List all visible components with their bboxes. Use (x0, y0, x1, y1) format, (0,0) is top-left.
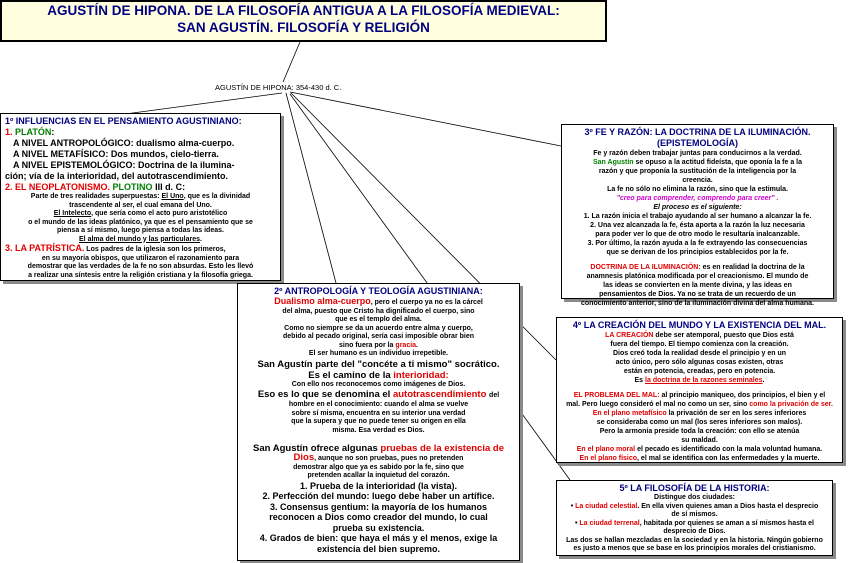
creation-heading: 4º LA CREACIÓN DEL MUNDO Y LA EXISTENCIA DEL MAL. (572, 320, 827, 330)
dualism-text: Dualismo alma-cuerpo, pero el cuerpo ya no es la cárcel del alma, puesto que Cristo ha dignificado el cuerpo, sino que es el templo del alma. Como no siempre se da un acuerdo entre alma y cuerpo, debido al pecado original, sería casi imposible obrar bien sino fuera por la gracia. El ser humano es un individuo irrepetible. (274, 296, 483, 357)
creation-text: LA CREACIÓN debe ser atemporal, puesto que Dios está fuera del tiempo. El tiempo comienza con la creación. Dios creó toda la realidad desde el principio y en un acto único, pero sólo algunas cosas existen, otras están en potencia, creadas, pero en potencia. Es la doctrina de la razones seminales. (605, 332, 794, 384)
self-transcendence-text: hombre en el conocimiento: cuando el alma se vuelve sobre sí misma, encuentra en su interior una verdad que la supera y que no puede tener su origen en ella misma. Esa verdad es Dios. (288, 401, 469, 434)
proof-2: 2. Perfección del mundo: luego debe haber un artífice. (262, 491, 495, 501)
evil-text: EL PROBLEMA DEL MAL: al principio maniqueo, dos principios, el bien y el mal. Pero luego consideró el mal no como un ser, sino como la privación de ser. En el plano metafísico la privación de ser en los seres inferiores se consideraba como un mal (los seres inferiores son malos). Pero la armonía preside toda la creación: con ello se atenúa su maldad. En el plano moral el pecado es identificado con la mala voluntad humana. En el plano físico, el mal se identifica con las enfermedades y la muerte. (566, 392, 833, 462)
creo-quote: "creo para comprender, comprendo para creer" . (616, 195, 779, 202)
socratic-text: San Agustín parte del "concéte a ti mismo" socrático. Es el camino de la interioridad: (257, 358, 500, 381)
title-box (0, 0, 607, 42)
neoplatonism-heading: 2. EL NEOPLATONISMO. PLOTINO III d. C: (5, 182, 186, 192)
neoplatonism-text: Parte de tres realidades superpuestas: El Uno, que es la divinidad trascendente al ser, el cual emana del Uno. El Intelecto, que sería como el acto puro aristotélico o el mundo de las ideas platónico, ya que es el pensamiento que se piensa a sí mismo, luego piensa a todas las ideas. El alma del mundo y las particulares. (28, 193, 253, 243)
faith-reason-box (561, 124, 834, 307)
connector-root-b3 (290, 92, 561, 146)
proof-4: 4. Grados de bien: que haya el más y el menos, exige la (259, 533, 498, 543)
connector-root-b1 (125, 93, 282, 114)
illumination-text: DOCTRINA DE LA ILUMINACIÓN: es en realidad la doctrina de la anamnesis platónica modificada por el creacionismo. El mundo de las ideas se convierten en la mente divina, y las ideas en pensamientos de Dios. Ya no se trata de un recuerdo de un conocimiento anterior, sino de la iluminación divina del alma humana. (581, 264, 814, 307)
patristics-text: 3. LA PATRÍSTICA. Los padres de la iglesia son los primeros, en su mayoría obispos, que utilizaron el razonamiento para demostrar que las verdades de la fe no son absurdas. Esto les llevó a realizar una síntesis entre la religión cristiana y la filosofía griega. (5, 243, 254, 279)
proofs-intro: San Agustín ofrece algunas pruebas de la existencia de (253, 443, 504, 454)
connector-title-root (283, 42, 300, 82)
history-heading: 5º LA FILOSOFÍA DE LA HISTORIA: (619, 483, 770, 493)
title-line-2: SAN AGUSTÍN. FILOSOFÍA Y RELIGIÓN (177, 20, 430, 35)
faith-reason-heading: 3º FE Y RAZÓN: LA DOCTRINA DE LA ILUMINACIÓN. (EPISTEMOLOGÍA) (584, 127, 811, 148)
connector-root-b2 (286, 93, 336, 283)
history-box (556, 480, 833, 556)
proof-1: 1. Prueba de la interioridad (la vista). (299, 480, 458, 491)
proof-3: 3. Consensus gentium: la mayoría de los humanos (269, 501, 488, 512)
anthropology-box: 2º ANTROPOLOGÍA Y TEOLOGÍA AGUSTINIANA: Dualismo alma-cuerpo, pero el cuerpo ya no es la cárcel del alma, puesto que Cristo ha dignificado el cuerpo, sino que es el templo del alma. Como no siempre se da un acuerdo entre alma y cuerpo, debido al pecado original, sería casi imposible obrar bien sino fuera por la gracia. El ser humano es un individuo irrepetible. San Agustín parte del "concéte a ti mismo" socrático. Es el camino de la interioridad: Con ello nos reconocemos como imágenes de Dios. Eso es lo que se denomina el autotrascendimiento del hombre en el conocimiento: cuando el alma se vuelve sobre sí misma, encuentra en su interior una verdad que la supera y que no puede tener su origen en ella misma. Esa verdad es Dios. San Agustín ofrece algunas pruebas de la existencia de Dios, aunque no son pruebas, pues no pretenden demostrar algo que ya es sabido por la fe, sino que pretenden acallar la inquietud del corazón. 1. Prueba de la interioridad (la vista). 2. Perfección del mundo: luego debe haber un artífice. 3. Consensus gentium: la mayoría de los humanos reconocen a Dios como creador del mundo, lo cual prueba su existencia. 4. Grados de bien: que haya el más y el menos, exige la existencia del bien supremo. (237, 283, 520, 561)
proofs-list: 1. Prueba de la interioridad (la vista). 2. Perfección del mundo: luego debe haber un artífice. 3. Consensus gentium: la mayoría de los humanos reconocen a Dios como creador del mundo, lo cual prueba su existencia. 4. Grados de bien: que haya el más y el menos, exige la existencia del bien supremo. (242, 481, 515, 555)
plato-name: PLATÓN (15, 127, 52, 137)
plato-number: 1. (5, 127, 13, 137)
creation-box (556, 317, 843, 463)
plato-details: A NIVEL ANTROPOLÓGICO: dualismo alma-cuerpo. A NIVEL METAFÍSICO: Dos mundos, cielo-tierra. A NIVEL EPISTEMOLÓGICO: Doctrina de la ilumina- ción; vía de la interioridad, del autotrascendimiento. (5, 138, 235, 181)
faith-reason-text: Fe y razón deben trabajar juntas para conducirnos a la verdad. San Agustín se opuso a la actitud fideísta, que oponía la fe a la razón y que proponía la sustitución de la inteligencia por la creencia. La fe no sólo no elimina la razón, sino que la estimula. "creo para comprender, comprendo para creer" . El proceso es el siguiente: 1. La razón inicia el trabajo ayudando al ser humano a alcanzar la fe. 2. Una vez alcanzada la fe, ésta aporta a la razón la luz necesaria para poder ver lo que de otro modo le resultaría inalcanzable. 3. Por último, la razón ayuda a la fe extrayendo las consecuencias que se derivan de los principios establecidos por la fe. (566, 149, 829, 257)
influences-heading: 1º INFLUENCIAS EN EL PENSAMIENTO AGUSTINIANO: (5, 116, 242, 126)
title-line-1: AGUSTÍN DE HIPONA. DE LA FILOSOFÍA ANTIGUA A LA FILOSOFÍA MEDIEVAL: (47, 3, 560, 18)
influences-box: 1º INFLUENCIAS EN EL PENSAMIENTO AGUSTINIANO: 1. PLATÓN: A NIVEL ANTROPOLÓGICO: dualismo alma-cuerpo. A NIVEL METAFÍSICO: Dos mundos, cielo-tierra. A NIVEL EPISTEMOLÓGICO: Doctrina de la ilumina- ción; vía de la interioridad, del autotrascendimiento. 2. EL NEOPLATONISMO. PLOTINO III d. C: Parte de tres realidades superpuestas: El Uno, que es la divinidad trascendente al ser, el cual emana del Uno. El Intelecto, que sería como el acto puro aristotélico o el mundo de las ideas platónico, ya que es el pensamiento que se piensa a sí mismo, luego piensa a todas las ideas. El alma del mundo y las particulares. 3. LA PATRÍSTICA. Los padres de la iglesia son los primeros, en su mayoría obispos, que utilizaron el razonamiento para demostrar que las verdades de la fe no son absurdas. Esto les llevó a realizar una síntesis entre la religión cristiana y la filosofía griega. (0, 113, 281, 281)
anthropology-heading: 2º ANTROPOLOGÍA Y TEOLOGÍA AGUSTINIANA: (274, 286, 483, 296)
root-label: AGUSTÍN DE HIPONA: 354-430 d. C. (215, 83, 342, 92)
history-text: Distingue dos ciudades: • La ciudad celestial. En ella viven quienes aman a Dios hasta el desprecio de sí mismos. • La ciudad terrenal, habitada por quienes se aman a sí mismos hasta el desprecio de Dios. Las dos se hallan mezcladas en la sociedad y en la historia. Ningún gobierno es justo a menos que se base en los principios morales del cristianismo. (566, 494, 823, 552)
